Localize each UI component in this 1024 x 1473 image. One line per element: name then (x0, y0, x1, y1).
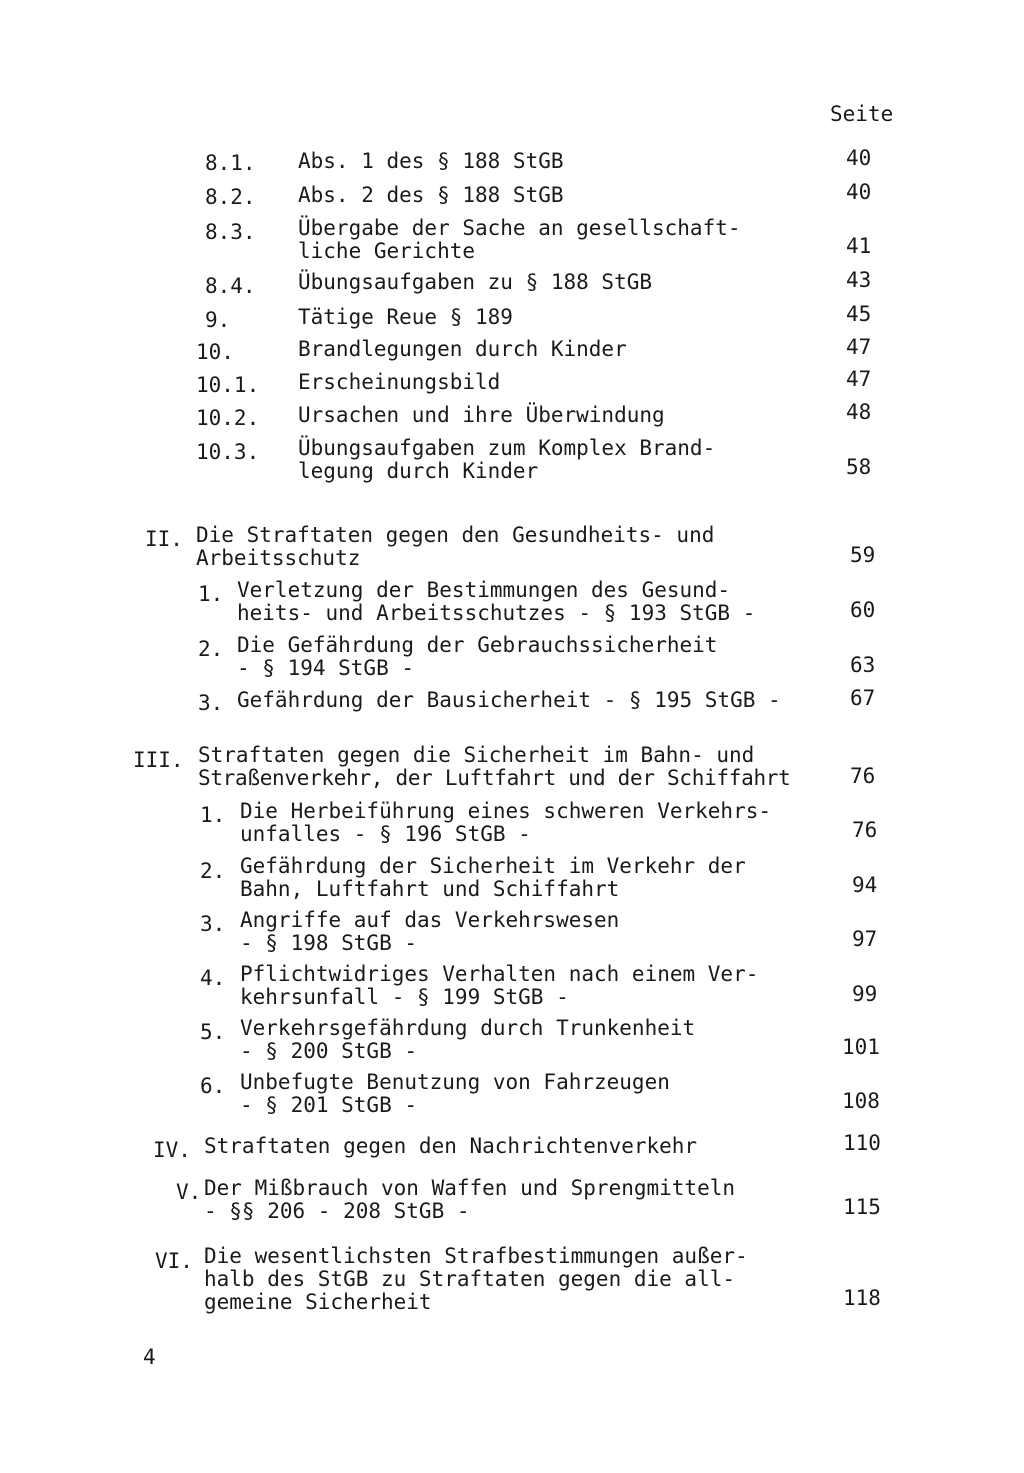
section-number: III. (133, 748, 184, 772)
entry-page: 45 (846, 302, 872, 326)
entry-title-line: - § 200 StGB - (240, 1039, 418, 1063)
entry-title-line: Angriffe auf das Verkehrswesen (240, 908, 620, 932)
entry-number: 10.1. (196, 373, 260, 397)
entry-page: 97 (852, 927, 878, 951)
entry-page: 60 (850, 598, 876, 622)
entry-page: 76 (852, 818, 878, 842)
entry-page: 63 (850, 653, 876, 677)
entry-title-line: - § 201 StGB - (240, 1093, 418, 1117)
entry-title-line: Die Herbeiführung eines schweren Verkehrs- (240, 799, 772, 823)
entry-page: 47 (846, 367, 872, 391)
section-page: 118 (843, 1286, 881, 1310)
section-title-line: - §§ 206 - 208 StGB - (204, 1199, 470, 1223)
entry-title-line: Unbefugte Benutzung von Fahrzeugen (240, 1070, 670, 1094)
entry-page: 41 (846, 234, 872, 258)
section-page: 115 (843, 1195, 881, 1219)
entry-number: 6. (200, 1074, 226, 1098)
entry-title: Tätige Reue § 189 (298, 305, 513, 329)
entry-number: 10. (196, 340, 234, 364)
entry-number: 2. (198, 637, 224, 661)
entry-title: Gefährdung der Bausicherheit - § 195 StGB - (237, 688, 781, 712)
entry-title-line: - § 198 StGB - (240, 931, 418, 955)
entry-number: 8.4. (205, 274, 256, 298)
page-number: 4 (143, 1345, 156, 1369)
entry-title-line: heits- und Arbeitsschutzes - § 193 StGB - (237, 601, 756, 625)
entry-title-line: Übergabe der Sache an gesellschaft- (298, 216, 741, 240)
entry-number: 10.2. (196, 406, 260, 430)
entry-title-line: Gefährdung der Sicherheit im Verkehr der (240, 854, 746, 878)
entry-title-line: Verletzung der Bestimmungen des Gesund- (237, 578, 731, 602)
section-title-line: Der Mißbrauch von Waffen und Sprengmitteln (204, 1176, 736, 1200)
seite-header: Seite (830, 102, 894, 126)
section-page: 59 (850, 543, 876, 567)
section-title-line: Die wesentlichsten Strafbestimmungen außer- (204, 1244, 748, 1268)
entry-page: 101 (842, 1035, 880, 1059)
section-title-line: Straßenverkehr, der Luftfahrt und der Schiffahrt (198, 766, 791, 790)
section-title-line: gemeine Sicherheit (204, 1290, 432, 1314)
entry-page: 94 (852, 873, 878, 897)
entry-page: 48 (846, 400, 872, 424)
entry-page: 58 (846, 455, 872, 479)
section-title-line: Arbeitsschutz (196, 546, 361, 570)
entry-title-line: Bahn, Luftfahrt und Schiffahrt (240, 877, 620, 901)
entry-title-line: kehrsunfall - § 199 StGB - (240, 985, 569, 1009)
entry-number: 8.3. (205, 220, 256, 244)
section-page: 110 (843, 1131, 881, 1155)
entry-number: 3. (200, 912, 226, 936)
entry-number: 2. (200, 859, 226, 883)
entry-page: 108 (842, 1089, 880, 1113)
entry-number: 9. (205, 308, 231, 332)
entry-page: 47 (846, 335, 872, 359)
entry-title: Abs. 1 des § 188 StGB (298, 149, 564, 173)
entry-number: 8.2. (205, 185, 256, 209)
entry-number: 8.1. (205, 151, 256, 175)
section-title-line: Die Straftaten gegen den Gesundheits- und (196, 523, 715, 547)
entry-number: 1. (200, 803, 226, 827)
entry-title-line: Übungsaufgaben zum Komplex Brand- (298, 436, 716, 460)
entry-title-line: Die Gefährdung der Gebrauchssicherheit (237, 633, 718, 657)
entry-number: 10.3. (196, 440, 260, 464)
entry-title: Brandlegungen durch Kinder (298, 337, 627, 361)
entry-title-line: legung durch Kinder (298, 459, 539, 483)
entry-title-line: - § 194 StGB - (237, 656, 415, 680)
entry-title: Übungsaufgaben zu § 188 StGB (298, 270, 653, 294)
entry-title: Abs. 2 des § 188 StGB (298, 183, 564, 207)
section-title: Straftaten gegen den Nachrichtenverkehr (204, 1134, 698, 1158)
entry-page: 40 (846, 146, 872, 170)
entry-title-line: liche Gerichte (298, 239, 476, 263)
entry-page: 40 (846, 180, 872, 204)
entry-page: 43 (846, 268, 872, 292)
entry-number: 1. (198, 582, 224, 606)
entry-number: 4. (200, 966, 226, 990)
section-number: II. (145, 527, 183, 551)
section-number: IV. (153, 1138, 191, 1162)
entry-title-line: Pflichtwidriges Verhalten nach einem Ver- (240, 962, 759, 986)
section-number: V. (176, 1180, 202, 1204)
entry-title: Erscheinungsbild (298, 370, 501, 394)
section-title-line: Straftaten gegen die Sicherheit im Bahn- und (198, 743, 755, 767)
entry-title: Ursachen und ihre Überwindung (298, 403, 665, 427)
entry-number: 3. (198, 691, 224, 715)
section-title-line: halb des StGB zu Straftaten gegen die all- (204, 1267, 736, 1291)
entry-title-line: Verkehrsgefährdung durch Trunkenheit (240, 1016, 696, 1040)
entry-page: 67 (850, 686, 876, 710)
entry-number: 5. (200, 1020, 226, 1044)
section-page: 76 (850, 764, 876, 788)
entry-title-line: unfalles - § 196 StGB - (240, 822, 531, 846)
section-number: VI. (155, 1249, 193, 1273)
entry-page: 99 (852, 982, 878, 1006)
